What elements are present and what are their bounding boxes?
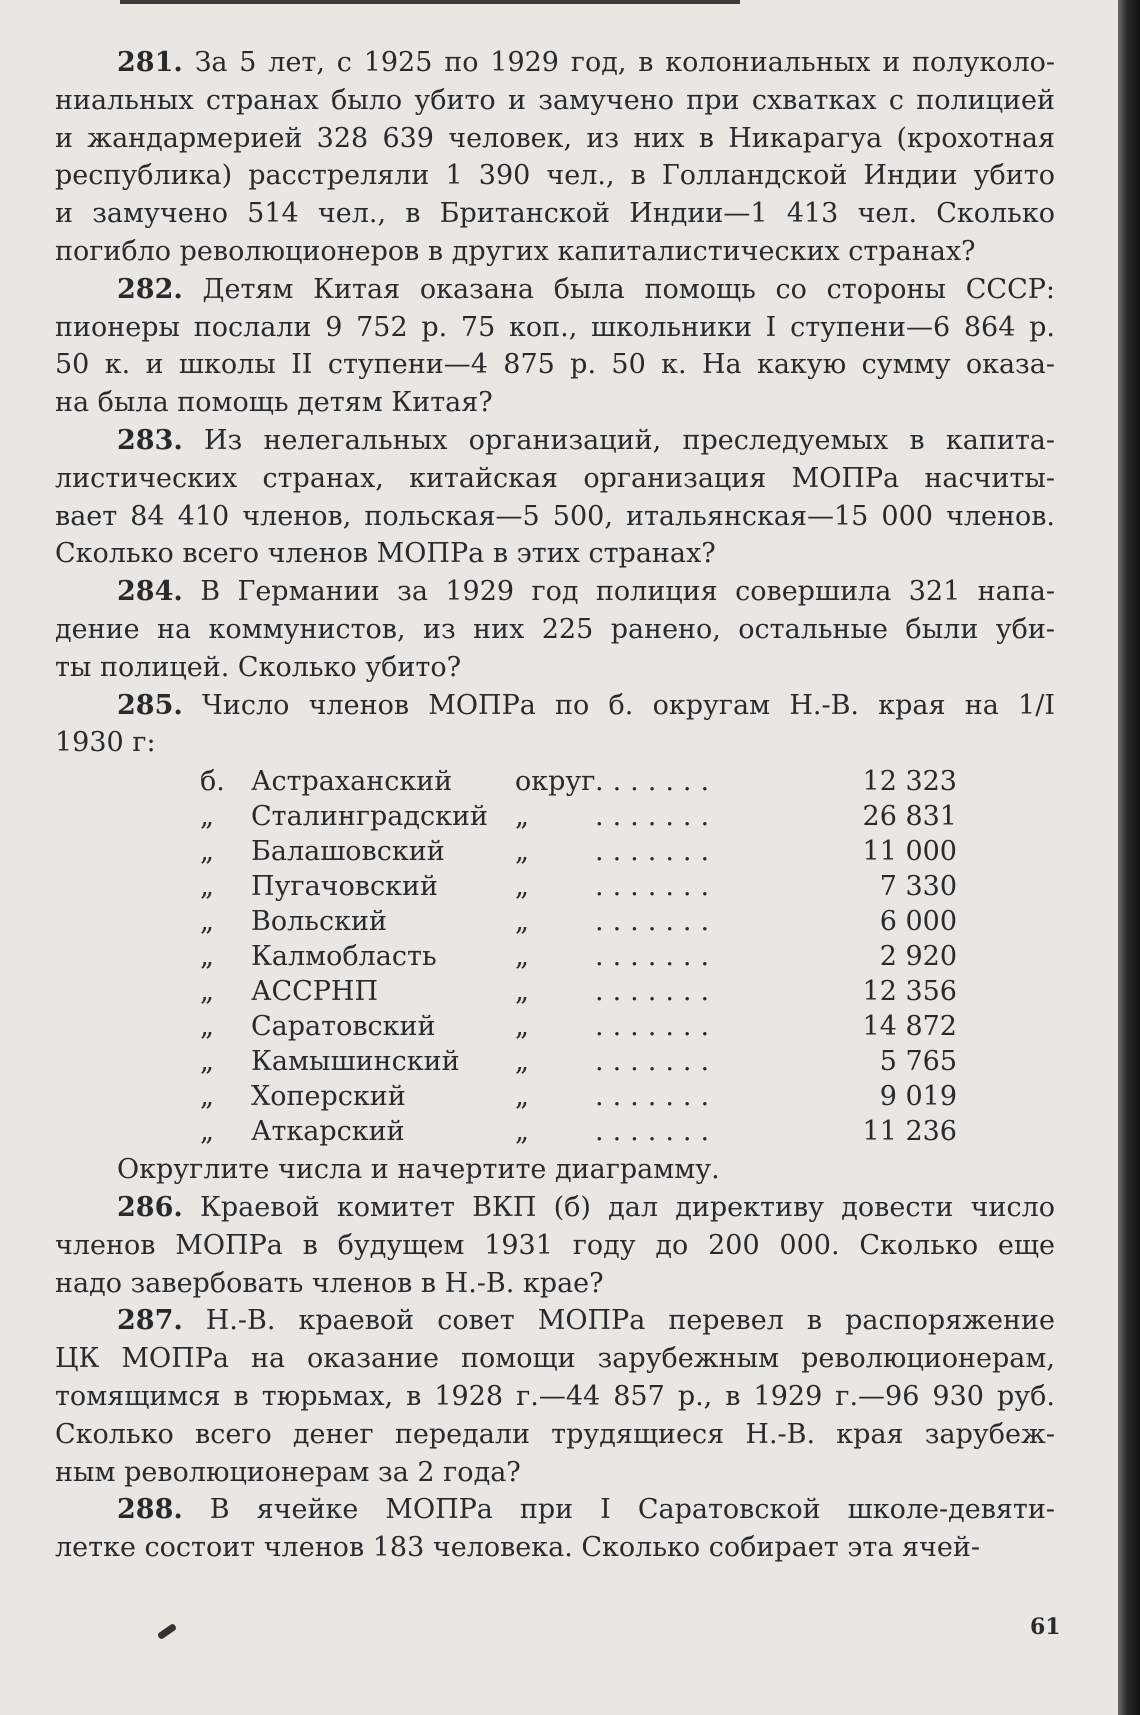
- problem-line: пионеры послали 9 752 р. 75 коп., школьники I ступени—6 864 р.: [55, 311, 1055, 343]
- district-okrug: „: [515, 871, 529, 903]
- district-name: Балашовский: [251, 836, 445, 868]
- problem-line-text: В Германии за 1929 год полиция совершила 321 напа-: [200, 576, 1055, 608]
- district-row: [55, 1044, 1055, 1079]
- problem-p287: [55, 1302, 1055, 1491]
- district-name: Вольский: [251, 906, 387, 938]
- district-row: [55, 1079, 1055, 1114]
- problem-line: [55, 1302, 1055, 1340]
- district-okrug: „: [515, 941, 529, 973]
- diagram-instruction: Округлите числа и начертите диаграмму.: [117, 1154, 720, 1186]
- district-name: Хоперский: [251, 1081, 406, 1113]
- district-prefix: „: [200, 871, 214, 903]
- problem-line: [55, 1491, 1055, 1529]
- problem-line: летке состоит членов 183 человека. Сколько собирает эта ячей-: [55, 1532, 980, 1564]
- district-value: 11 236: [862, 1116, 957, 1148]
- leader-dots: .......: [595, 976, 719, 1008]
- problem-line: томящимся в тюрьмах, в 1928 г.—44 857 р., в 1929 г.—96 930 руб.: [55, 1380, 1055, 1412]
- page-text: [55, 44, 1055, 1567]
- problem-line: [55, 271, 1055, 309]
- district-name: Сталинградский: [251, 801, 488, 833]
- district-prefix: „: [200, 941, 214, 973]
- problem-line-text: Детям Китая оказана была помощь со стороны СССР:: [202, 273, 1055, 305]
- district-row: [55, 904, 1055, 939]
- problem-number: 285.: [117, 689, 183, 721]
- district-value: 5 765: [879, 1046, 957, 1078]
- page-number: 61: [1030, 1614, 1061, 1640]
- problem-p285: [55, 687, 1055, 763]
- district-okrug: „: [515, 976, 529, 1008]
- district-okrug: „: [515, 801, 529, 833]
- problem-line: [55, 687, 1055, 725]
- problem-line: ЦК МОПРа на оказание помощи зарубежным революционерам,: [55, 1343, 1055, 1375]
- district-name: Саратовский: [251, 1011, 436, 1043]
- district-name: Пугачовский: [251, 871, 438, 903]
- problem-line-text: Число членов МОПРа по б. округам Н.-В. края на 1/I: [201, 689, 1055, 721]
- problem-line: [55, 573, 1055, 611]
- problem-number: 283.: [117, 424, 183, 456]
- district-name: Астраханский: [251, 766, 453, 798]
- problem-line: [55, 422, 1055, 460]
- leader-dots: .......: [595, 1046, 719, 1078]
- leader-dots: .......: [595, 871, 719, 903]
- district-value: 12 323: [862, 766, 957, 798]
- district-prefix: „: [200, 836, 214, 868]
- leader-dots: .......: [595, 1011, 719, 1043]
- problem-p281: [55, 44, 1055, 271]
- problem-p282: [55, 271, 1055, 422]
- problem-line: ниальных странах было убито и замучено при схватках с полицией: [55, 84, 1055, 116]
- problem-line: Сколько всего членов МОПРа в этих странах?: [55, 538, 716, 570]
- district-value: 11 000: [862, 836, 957, 868]
- district-row: [55, 799, 1055, 834]
- leader-dots: .......: [595, 1116, 719, 1148]
- district-value: 6 000: [879, 906, 957, 938]
- district-prefix: б.: [200, 766, 225, 798]
- leader-dots: .......: [595, 801, 719, 833]
- problem-number: 287.: [117, 1305, 183, 1337]
- district-okrug: „: [515, 836, 529, 868]
- district-table: [55, 764, 1055, 1149]
- problem-line: и жандармерией 328 639 человек, из них в Никарагуа (крохотная: [55, 122, 1055, 154]
- district-row: [55, 1114, 1055, 1149]
- district-name: Калмобласть: [251, 941, 437, 973]
- problem-line-text: За 5 лет, с 1925 по 1929 год, в колониальных и полуколо-: [194, 47, 1055, 78]
- problem-line-text: Краевой комитет ВКП (б) дал директиву довести число: [200, 1191, 1055, 1223]
- problem-line: дение на коммунистов, из них 225 ранено, остальные были уби-: [55, 613, 1055, 645]
- district-prefix: „: [200, 1116, 214, 1148]
- problem-line: [55, 1189, 1055, 1227]
- problem-number: 282.: [117, 273, 183, 305]
- district-value: 12 356: [862, 976, 957, 1008]
- problem-line-text: В ячейке МОПРа при I Саратовской школе-девяти-: [209, 1494, 1055, 1526]
- district-row: [55, 1009, 1055, 1044]
- problem-line: погибло революционеров в других капиталистических странах?: [55, 235, 976, 267]
- district-row: [55, 974, 1055, 1009]
- problem-line: [55, 44, 1055, 82]
- problem-p286: [55, 1189, 1055, 1302]
- district-name: Аткарский: [251, 1116, 405, 1148]
- problem-line: и замучено 514 чел., в Британской Индии—1 413 чел. Сколько: [55, 198, 1055, 230]
- district-prefix: „: [200, 906, 214, 938]
- district-okrug: „: [515, 1011, 529, 1043]
- problem-line-text: Из нелегальных организаций, преследуемых в капита-: [204, 424, 1055, 456]
- problem-number: 281.: [117, 47, 183, 78]
- district-row: [55, 869, 1055, 904]
- district-value: 7 330: [879, 871, 957, 903]
- problem-line: 50 к. и школы II ступени—4 875 р. 50 к. На какую сумму оказа-: [55, 349, 1055, 381]
- problem-number: 288.: [117, 1494, 183, 1526]
- problem-line: на была помощь детям Китая?: [55, 387, 493, 419]
- district-value: 2 920: [879, 941, 957, 973]
- leader-dots: .......: [595, 1081, 719, 1113]
- problem-line: ным революционерам за 2 года?: [55, 1456, 521, 1488]
- district-okrug: „: [515, 1081, 529, 1113]
- district-value: 26 831: [862, 801, 957, 833]
- problem-number: 284.: [117, 576, 183, 608]
- district-prefix: „: [200, 1081, 214, 1113]
- problem-p283: [55, 422, 1055, 573]
- district-prefix: „: [200, 1046, 214, 1078]
- district-value: 9 019: [879, 1081, 957, 1113]
- problem-p288: [55, 1491, 1055, 1567]
- problem-line: вает 84 410 членов, польская—5 500, итальянская—15 000 членов.: [55, 500, 1055, 532]
- district-okrug: „: [515, 906, 529, 938]
- problem-number: 286.: [117, 1191, 183, 1223]
- leader-dots: .......: [595, 941, 719, 973]
- problem-line: надо завербовать членов в Н.-В. крае?: [55, 1267, 604, 1299]
- district-okrug: „: [515, 1116, 529, 1148]
- top-scan-mark: [120, 0, 740, 4]
- district-prefix: „: [200, 976, 214, 1008]
- district-name: Камышинский: [251, 1046, 460, 1078]
- district-row: [55, 834, 1055, 869]
- page-edge-shadow: [1118, 0, 1140, 1715]
- leader-dots: .......: [595, 906, 719, 938]
- district-prefix: „: [200, 1011, 214, 1043]
- district-okrug: „: [515, 1046, 529, 1078]
- leader-dots: .......: [595, 836, 719, 868]
- district-row: [55, 939, 1055, 974]
- problem-line: членов МОПРа в будущем 1931 году до 200 000. Сколько еще: [55, 1229, 1055, 1261]
- problem-line: республика) расстреляли 1 390 чел., в Голландской Индии убито: [55, 160, 1055, 192]
- district-name: АССРНП: [251, 976, 379, 1008]
- problem-line: 1930 г:: [55, 727, 156, 759]
- problem-p284: [55, 573, 1055, 686]
- district-okrug: округ: [515, 766, 596, 798]
- district-prefix: „: [200, 801, 214, 833]
- district-row: [55, 764, 1055, 799]
- problem-line: Сколько всего денег передали трудящиеся Н.-В. края зарубеж-: [55, 1418, 1055, 1450]
- pen-mark: [157, 1623, 177, 1640]
- problem-line: листических странах, китайская организация МОПРа насчиты-: [55, 462, 1055, 494]
- district-value: 14 872: [862, 1011, 957, 1043]
- leader-dots: .......: [595, 766, 719, 798]
- problem-line-text: Н.-В. краевой совет МОПРа перевел в распоряжение: [205, 1305, 1055, 1337]
- problem-line: ты полицей. Сколько убито?: [55, 651, 462, 683]
